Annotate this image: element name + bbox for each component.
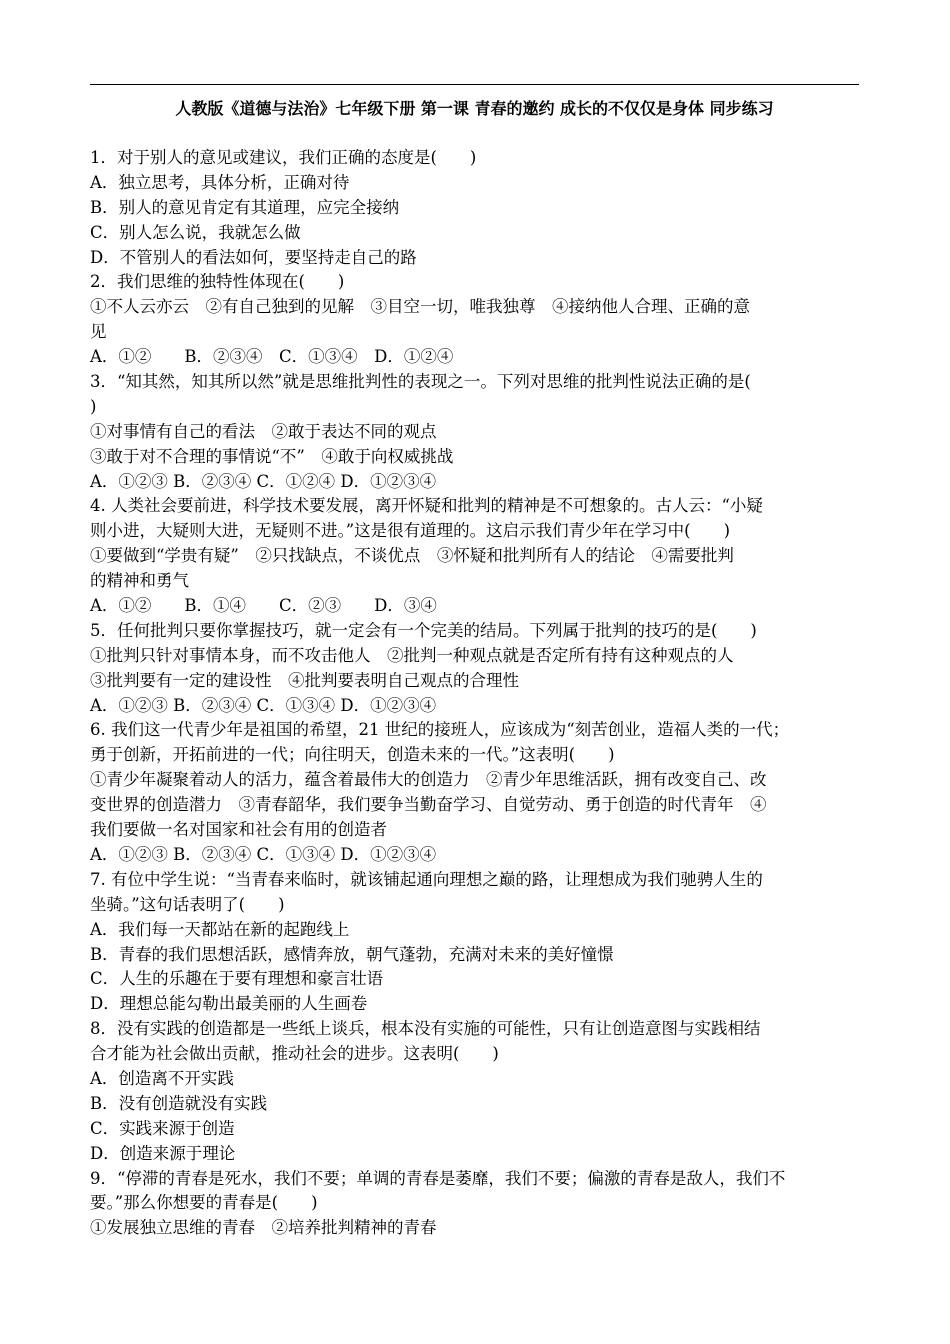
text-line: 的精神和勇气 <box>90 571 189 591</box>
text-line: A．①② B．①④ C．②③ D．③④ <box>90 596 437 616</box>
text-line: 则小进，大疑则大进，无疑则不进。”这是很有道理的。这启示我们青少年在学习中( ) <box>90 521 731 541</box>
text-line: B．没有创造就没有实践 <box>90 1093 268 1113</box>
text-line: ①发展独立思维的青春 ②培养批判精神的青春 <box>90 1218 437 1238</box>
text-line: ③敢于对不合理的事情说“不” ④敢于向权威挑战 <box>90 446 454 466</box>
text-line: A．创造离不开实践 <box>90 1068 234 1088</box>
text-line: C．实践来源于创造 <box>90 1118 235 1138</box>
text-line: ①对事情有自己的看法 ②敢于表达不同的观点 <box>90 421 437 441</box>
text-line: ①要做到“学贵有疑” ②只找缺点，不谈优点 ③怀疑和批判所有人的结论 ④需要批判 <box>90 546 734 566</box>
text-line: D．创造来源于理论 <box>90 1143 236 1163</box>
text-line: C．人生的乐趣在于要有理想和豪言壮语 <box>90 969 384 989</box>
text-line: A．我们每一天都站在新的起跑线上 <box>90 919 350 939</box>
text-line: 8．没有实践的创造都是一些纸上谈兵，根本没有实施的可能性，只有让创造意图与实践相结 <box>90 1019 761 1039</box>
text-line: 我们要做一名对国家和社会有用的创造者 <box>90 820 387 840</box>
text-line: 3．“知其然，知其所以然”就是思维批判性的表现之一。下列对思维的批判性说法正确的是( <box>90 372 751 392</box>
text-line: 合才能为社会做出贡献，推动社会的进步。这表明( ) <box>90 1044 499 1064</box>
text-line: 2．我们思维的独特性体现在( ) <box>90 272 345 292</box>
text-line: 7. 有位中学生说：“当青春来临时，就该铺起通向理想之巅的路，让理想成为我们驰骋人生的 <box>90 869 763 889</box>
text-line: 变世界的创造潜力 ③青春韶华，我们要争当勤奋学习、自觉劳动、勇于创造的时代青年 ④ <box>90 795 767 815</box>
text-line: A．①②③ B．②③④ C．①③④ D．①②③④ <box>90 844 437 864</box>
header-rule <box>90 84 859 85</box>
text-line: ①不人云亦云 ②有自己独到的见解 ③目空一切，唯我独尊 ④接纳他人合理、正确的意 <box>90 297 750 317</box>
text-line: A．独立思考，具体分析，正确对待 <box>90 172 350 192</box>
text-line: 5．任何批判只要你掌握技巧，就一定会有一个完美的结局。下列属于批判的技巧的是( ) <box>90 620 757 640</box>
text-line: B．青春的我们思想活跃，感情奔放，朝气蓬勃，充满对未来的美好憧憬 <box>90 944 614 964</box>
document-body <box>90 146 865 1241</box>
text-line: 要。”那么你想要的青春是( ) <box>90 1193 318 1213</box>
text-line: 9．“停滞的青春是死水，我们不要；单调的青春是萎靡，我们不要；偏激的青春是敌人，我们不 <box>90 1168 786 1188</box>
text-line: B．别人的意见肯定有其道理，应完全接纳 <box>90 197 400 217</box>
text-line: 坐骑。”这句话表明了( ) <box>90 894 285 914</box>
text-line: 见 <box>90 322 107 342</box>
text-line: ) <box>90 396 97 416</box>
text-line: D．不管别人的看法如何，要坚持走自己的路 <box>90 247 417 267</box>
text-line: A．①②③ B．②③④ C．①③④ D．①②③④ <box>90 695 437 715</box>
text-line: D．理想总能勾勒出最美丽的人生画卷 <box>90 994 368 1014</box>
text-line: 4. 人类社会要前进，科学技术要发展，离开怀疑和批判的精神是不可想象的。古人云：“小疑 <box>90 496 763 516</box>
text-line: ①批判只针对事情本身，而不攻击他人 ②批判一种观点就是否定所有持有这种观点的人 <box>90 645 734 665</box>
text-line: 勇于创新，开拓前进的一代；向往明天，创造未来的一代。”这表明( ) <box>90 745 615 765</box>
text-line: 1．对于别人的意见或建议，我们正确的态度是( ) <box>90 148 477 167</box>
text-line: C．别人怎么说，我就怎么做 <box>90 222 301 242</box>
text-line: A．①② B．②③④ C．①③④ D．①②④ <box>90 347 454 367</box>
text-line: ①青少年凝聚着动人的活力，蕴含着最伟大的创造力 ②青少年思维活跃，拥有改变自己、改 <box>90 770 767 790</box>
text-line: 6. 我们这一代青少年是祖国的希望，21 世纪的接班人，应该成为“刻苦创业，造福人类的一代； <box>90 720 790 740</box>
text-line: ③批判要有一定的建设性 ④批判要表明自己观点的合理性 <box>90 670 519 690</box>
document-title: 人教版《道德与法治》七年级下册 第一课 青春的邀约 成长的不仅仅是身体 同步练习 <box>175 99 774 118</box>
text-line: A．①②③ B．②③④ C．①②④ D．①②③④ <box>90 471 437 491</box>
